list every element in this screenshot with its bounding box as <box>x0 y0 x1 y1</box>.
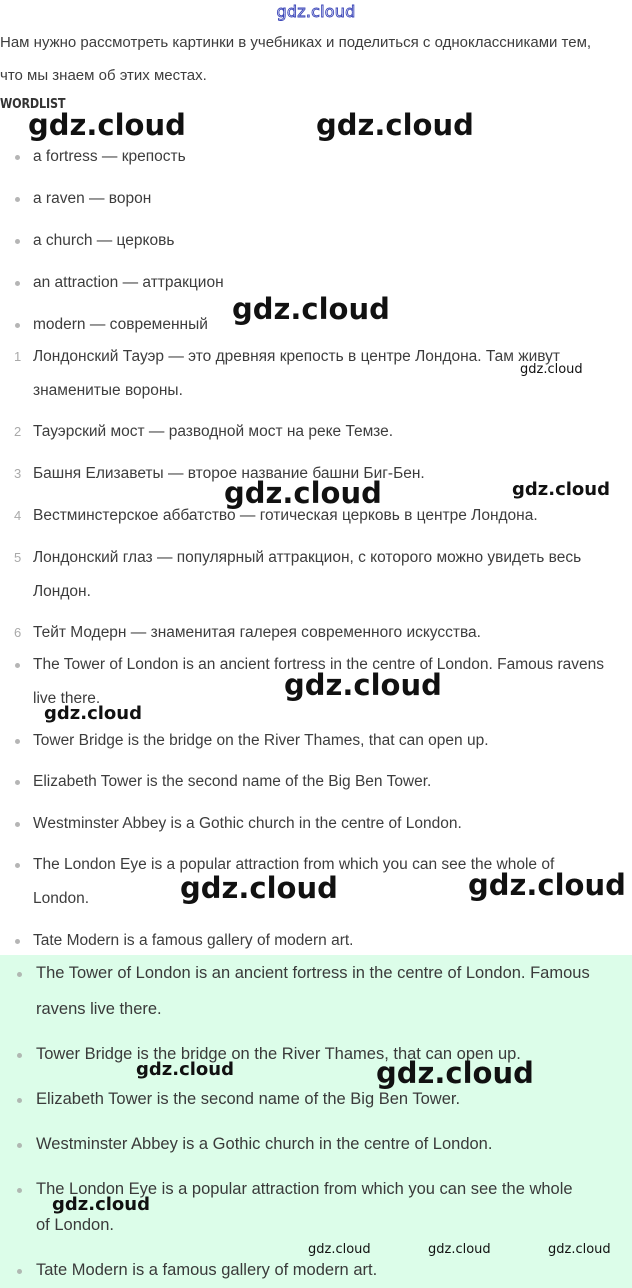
bullet-icon <box>15 939 20 944</box>
item-number: 2 <box>14 424 22 439</box>
watermark: gdz.cloud <box>44 703 142 724</box>
answer-item: Elizabeth Tower is the second name of the Big Ben Tower. <box>0 1082 630 1118</box>
wordlist-item: a fortress — крепость <box>0 140 630 174</box>
bullet-icon <box>15 239 20 244</box>
watermark: gdz.cloud <box>224 476 382 510</box>
answer-item: The Tower of London is an ancient fortress in the centre of London. Famous ravens live there. <box>0 956 630 1027</box>
wordlist-item: a raven — ворон <box>0 182 630 216</box>
watermark: gdz.cloud <box>428 1242 491 1257</box>
watermark: gdz.cloud <box>548 1242 611 1257</box>
answer-item: Tower Bridge is the bridge on the River Thames, that can open up. <box>0 1037 630 1073</box>
site-logo[interactable]: gdz.cloud <box>276 2 356 21</box>
numbered-item: 2 Тауэрский мост — разводной мост на реке Темзе. <box>0 415 630 449</box>
bullet-icon <box>15 281 20 286</box>
watermark: gdz.cloud <box>180 871 338 905</box>
watermark: gdz.cloud <box>468 868 626 902</box>
item-number: 1 <box>14 349 22 364</box>
english-item: The Tower of London is an ancient fortress in the centre of London. Famous ravens live there. <box>0 648 630 715</box>
answer-item: Tate Modern is a famous gallery of modern art. <box>0 1253 630 1288</box>
bullet-icon <box>17 1188 22 1193</box>
watermark: gdz.cloud <box>520 362 583 377</box>
watermark: gdz.cloud <box>136 1059 234 1080</box>
bullet-icon <box>15 155 20 160</box>
bullet-icon <box>17 1269 22 1274</box>
english-item: Westminster Abbey is a Gothic church in the centre of London. <box>0 807 630 841</box>
watermark: gdz.cloud <box>512 479 610 500</box>
numbered-item: 6 Тейт Модерн — знаменитая галерея современного искусства. <box>0 616 630 650</box>
item-number: 4 <box>14 508 22 523</box>
bullet-icon <box>15 863 20 868</box>
bullet-icon <box>17 1143 22 1148</box>
wordlist-item: an attraction — аттракцион <box>0 266 630 300</box>
numbered-item: 1 Лондонский Тауэр — это древняя крепость в центре Лондона. Там живут знаменитые вороны. <box>0 340 630 407</box>
bullet-icon <box>17 972 22 977</box>
watermark: gdz.cloud <box>284 668 442 702</box>
watermark: gdz.cloud <box>308 1242 371 1257</box>
watermark: gdz.cloud <box>28 108 186 142</box>
item-number: 5 <box>14 550 22 565</box>
item-number: 6 <box>14 625 22 640</box>
bullet-icon <box>17 1098 22 1103</box>
bullet-icon <box>15 780 20 785</box>
bullet-icon <box>15 663 20 668</box>
wordlist-item: modern — современный <box>0 308 630 342</box>
answer-item: Westminster Abbey is a Gothic church in the centre of London. <box>0 1127 630 1163</box>
intro-paragraph: Нам нужно рассмотреть картинки в учебниках и поделиться с одноклассниками тем, что мы знаем об этих местах. <box>0 34 592 84</box>
item-number: 3 <box>14 466 22 481</box>
bullet-icon <box>17 1053 22 1058</box>
watermark: gdz.cloud <box>232 292 390 326</box>
answer-box <box>0 955 632 1288</box>
english-item: Elizabeth Tower is the second name of the Big Ben Tower. <box>0 765 630 799</box>
english-item: Tower Bridge is the bridge on the River Thames, that can open up. <box>0 724 630 758</box>
numbered-item: 3 Башня Елизаветы — второе название башни Биг-Бен. <box>0 457 630 491</box>
bullet-icon <box>15 822 20 827</box>
answer-item: The London Eye is a popular attraction from which you can see the whole of London. <box>0 1172 630 1243</box>
wordlist-heading: WORDLIST <box>0 97 66 112</box>
bullet-icon <box>15 739 20 744</box>
watermark: gdz.cloud <box>316 108 474 142</box>
numbered-item: 4 Вестминстерское аббатство — готическая церковь в центре Лондона. <box>0 499 630 533</box>
watermark: gdz.cloud <box>376 1056 534 1090</box>
english-item: The London Eye is a popular attraction from which you can see the whole of London. <box>0 848 630 915</box>
watermark: gdz.cloud <box>52 1194 150 1215</box>
wordlist-item: a church — церковь <box>0 224 630 258</box>
bullet-icon <box>15 197 20 202</box>
english-item: Tate Modern is a famous gallery of modern art. <box>0 924 630 958</box>
bullet-icon <box>15 323 20 328</box>
numbered-item: 5 Лондонский глаз — популярный аттракцион, с которого можно увидеть весь Лондон. <box>0 541 630 608</box>
